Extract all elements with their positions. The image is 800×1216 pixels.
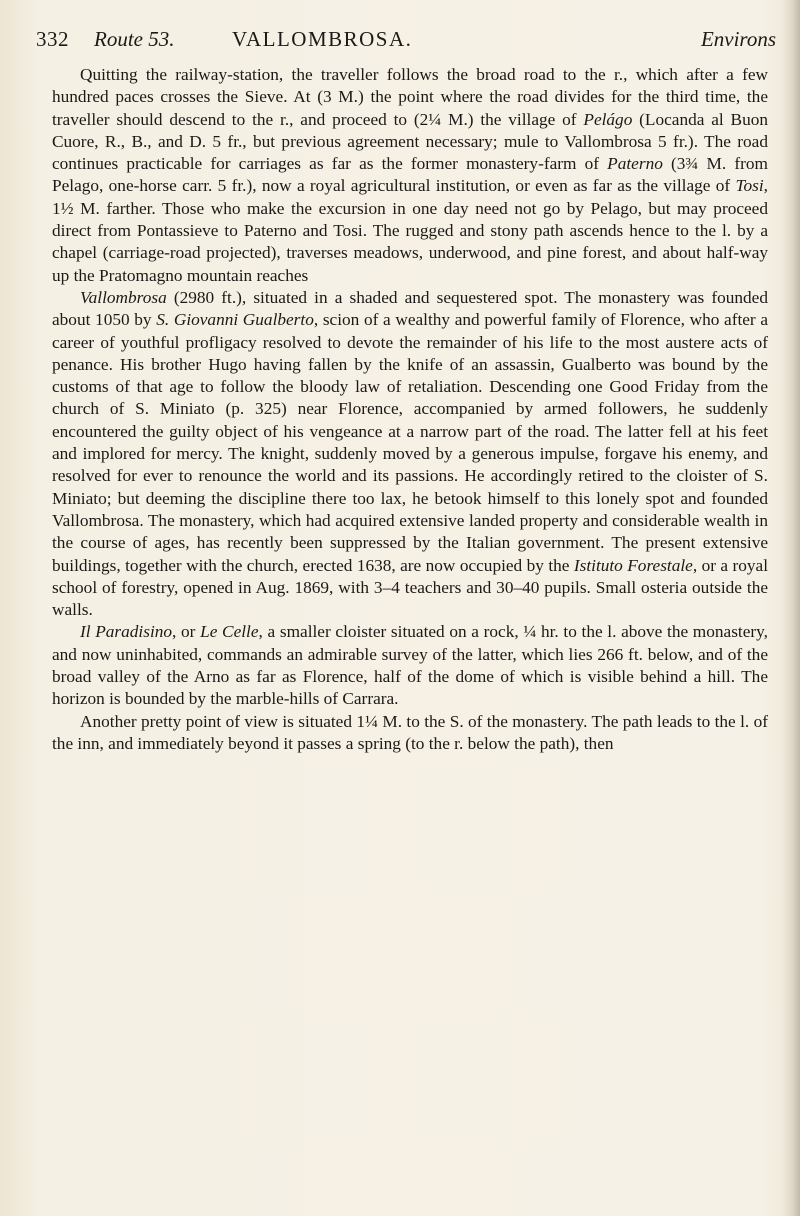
- section-label: Environs: [700, 27, 776, 51]
- page-binding-shadow: [782, 0, 800, 1216]
- italic-name: Istituto Forestale: [573, 555, 693, 575]
- paragraph: [52, 621, 768, 710]
- body-text: [52, 64, 768, 755]
- text-run: (2980 ft.), situated in a shaded and sequestered spot. The monastery was founded about 1050 by: [52, 287, 768, 330]
- text-run: , 1½ M. farther. Those who make the excursion in one day need not go by Pelago, but may proceed direct from Pontassieve to Paterno and Tosi. The rugged and stony path ascends hence to the l. by a chapel (carriage-road projected), traverses meadows, underwood, and pine forest, and about half-way up the Pratomagno mountain reaches: [52, 176, 768, 285]
- italic-name: Le Celle: [200, 622, 259, 642]
- text-run: , a smaller cloister situated on a rock, ¼ hr. to the l. above the monastery, and now uninhabited, commands an admirable survey of the latter, which lies 266 ft. below, and of the broad valley of the Arno as far as Florence, half of the dome of which is visible behind a hill. The horizon is bounded by the marble-hills of Carrara.: [52, 622, 768, 709]
- running-title: VALLOMBROSA.: [232, 27, 413, 51]
- text-run: (Locanda al Buon Cuore, R., B., and D. 5 fr., but previous agreement necessary; mule to Vallombrosa 5 fr.). The road continues practicable for carriages as far as the former monastery-farm of: [52, 109, 769, 174]
- italic-name: Il Paradisino: [80, 622, 173, 642]
- italic-name: Paterno: [607, 154, 663, 174]
- text-run: Another pretty point of view is situated 1¼ M. to the S. of the monastery. The path leads to the l. of the inn, and immediately beyond it passes a spring (to the r. below the path), then: [52, 711, 768, 753]
- text-run: , scion of a wealthy and powerful family of Florence, who after a career of youthful profligacy resolved to devote the remainder of his life to the most austere acts of penance. His brother Hugo having fallen by the knife of an assassin, Gualberto was bound by the customs of that age to follow the bloody law of retaliation. Descending one Good Friday from the church of S. Miniato (p. 325) near Florence, accompanied by armed followers, he suddenly encountered the guilty object of his vengeance at a narrow part of the road. The latter fell at his feet and implored for mercy. The knight, suddenly moved by a generous impulse, forgave his enemy, and resolved for ever to renounce the world and its passions. He accordingly retired to the cloister of S. Miniato; but deeming the discipline there too lax, he betook himself to this lonely spot and founded Vallombrosa. The monastery, which had acquired extensive landed property and considerable wealth in the course of ages, has recently been suppressed by the Italian government. The present extensive buildings, together with the church, erected 1638, are now occupied by the: [52, 310, 768, 575]
- text-run: (3¾ M. from Pelago, one-horse carr. 5 fr.), now a royal agricultural institution, or even as far as the village of: [52, 154, 768, 196]
- italic-name: S. Giovanni Gualberto: [156, 310, 314, 330]
- text-run: , or: [172, 622, 201, 642]
- text-run: , or a royal school of forestry, opened in Aug. 1869, with 3–4 teachers and 30–40 pupils. Small osteria outside the walls.: [52, 555, 768, 620]
- running-header: [36, 24, 776, 54]
- paragraph: [52, 287, 768, 621]
- italic-name: Pelágo: [583, 109, 633, 129]
- paragraph: [52, 64, 768, 287]
- route-label: Route 53.: [94, 27, 175, 51]
- italic-name: Tosi: [735, 176, 764, 196]
- paragraph: [52, 711, 768, 756]
- page-number: 332: [36, 27, 69, 51]
- text-run: Quitting the railway-station, the traveller follows the broad road to the r., which after a few hundred paces crosses the Sieve. At (3 M.) the point where the road divides for the third time, the traveller should descend to the r., and proceed to (2¼ M.) the village of: [52, 65, 768, 129]
- italic-name: Vallombrosa: [80, 287, 167, 307]
